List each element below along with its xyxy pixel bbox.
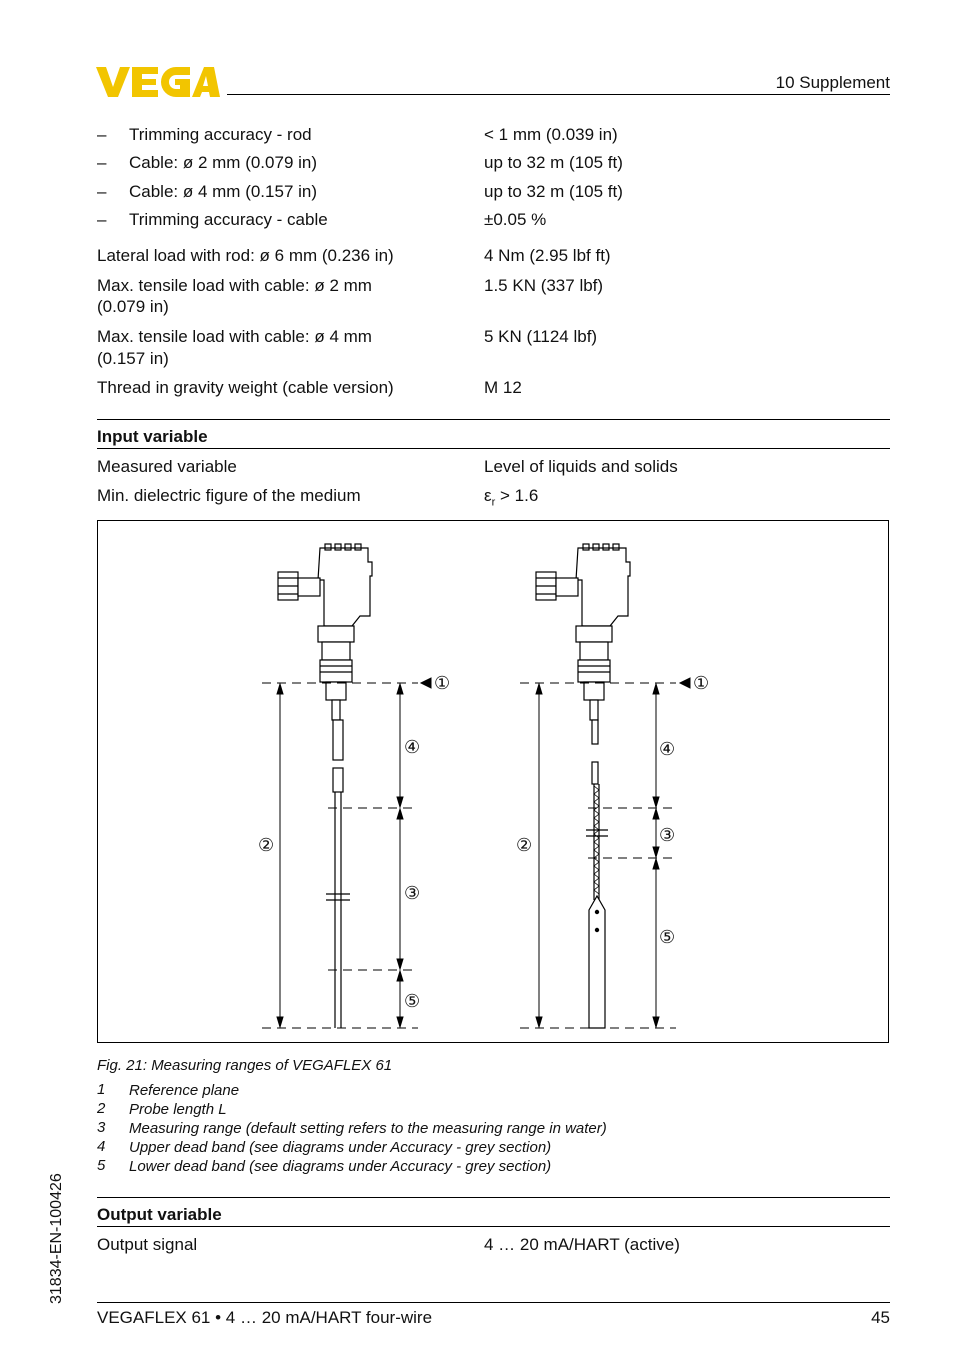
dielectric-rest: > 1.6	[495, 486, 539, 505]
trim-dash-1: –	[97, 125, 107, 144]
load-label-1: Lateral load with rod: ø 6 mm (0.236 in)	[97, 246, 394, 265]
output-top-rule	[97, 1197, 890, 1198]
trim-dash-3: –	[97, 182, 107, 201]
legend-text-5: Lower dead band (see diagrams under Accuracy - grey section)	[129, 1158, 552, 1175]
legend-num-5: 5	[97, 1157, 106, 1174]
input-heading: Input variable	[97, 427, 208, 446]
load-value-3: 5 KN (1124 lbf)	[484, 327, 598, 346]
trim-label-3: Cable: ø 4 mm (0.157 in)	[129, 182, 318, 201]
load-label-2b: (0.079 in)	[97, 297, 169, 316]
measured-label: Measured variable	[97, 457, 237, 476]
footer-title: VEGAFLEX 61 • 4 … 20 mA/HART four-wire	[97, 1308, 433, 1327]
marker-1-left: ①	[434, 673, 451, 693]
doc-code: 31834-EN-100426	[48, 1173, 65, 1304]
trim-dash-4: –	[97, 210, 107, 229]
legend-num-4: 4	[97, 1138, 106, 1155]
output-bottom-rule	[97, 1226, 890, 1227]
marker-4-left: ④	[404, 737, 421, 757]
trim-value-3: up to 32 m (105 ft)	[484, 182, 623, 201]
legend-num-3: 3	[97, 1119, 106, 1136]
marker-2-left: ②	[258, 835, 275, 855]
marker-5-right: ⑤	[659, 927, 676, 947]
output-signal-label: Output signal	[97, 1235, 198, 1254]
legend-text-2: Probe length L	[129, 1101, 227, 1118]
load-label-4: Thread in gravity weight (cable version)	[97, 378, 394, 397]
page-number: 45	[871, 1308, 890, 1327]
measured-value: Level of liquids and solids	[484, 457, 678, 476]
trim-label-1: Trimming accuracy - rod	[129, 125, 312, 144]
header-section: 10 Supplement	[775, 73, 890, 92]
footer-rule	[97, 1302, 890, 1303]
marker-3-left: ③	[404, 883, 421, 903]
figure-caption: Fig. 21: Measuring ranges of VEGAFLEX 61	[97, 1057, 393, 1074]
legend-text-1: Reference plane	[129, 1082, 240, 1099]
output-heading: Output variable	[97, 1205, 222, 1224]
legend-text-4: Upper dead band (see diagrams under Accuracy - grey section)	[129, 1139, 552, 1156]
load-value-2: 1.5 KN (337 lbf)	[484, 276, 604, 295]
epsilon-symbol: ε	[484, 486, 492, 505]
trim-label-4: Trimming accuracy - cable	[129, 210, 328, 229]
legend-num-2: 2	[97, 1100, 106, 1117]
legend-text-3: Measuring range (default setting refers to the measuring range in water)	[129, 1120, 607, 1137]
load-value-1: 4 Nm (2.95 lbf ft)	[484, 246, 611, 265]
trim-label-2: Cable: ø 2 mm (0.079 in)	[129, 153, 318, 172]
cable-probe-housing	[536, 544, 630, 720]
trim-value-2: up to 32 m (105 ft)	[484, 153, 623, 172]
rod-probe-housing	[278, 544, 372, 720]
dielectric-label: Min. dielectric figure of the medium	[97, 486, 361, 505]
trim-value-1: < 1 mm (0.039 in)	[484, 125, 618, 144]
marker-5-left: ⑤	[404, 991, 421, 1011]
load-label-2a: Max. tensile load with cable: ø 2 mm	[97, 276, 372, 295]
marker-2-right: ②	[516, 835, 533, 855]
marker-3-right: ③	[659, 825, 676, 845]
trim-value-4: ±0.05 %	[484, 210, 547, 229]
epsilon-sub: r	[491, 496, 496, 509]
marker-1-right: ①	[693, 673, 710, 693]
load-value-4: M 12	[484, 378, 522, 397]
legend-num-1: 1	[97, 1081, 106, 1098]
gravity-weight	[589, 896, 605, 1028]
load-label-3b: (0.157 in)	[97, 349, 169, 368]
rod-probe-shaft	[326, 720, 350, 1028]
load-label-3a: Max. tensile load with cable: ø 4 mm	[97, 327, 372, 346]
marker-4-right: ④	[659, 739, 676, 759]
trim-dash-2: –	[97, 153, 107, 172]
rod-dimensions	[262, 678, 431, 1028]
cable-probe-rope	[586, 720, 608, 1028]
output-signal-value: 4 … 20 mA/HART (active)	[484, 1235, 680, 1254]
